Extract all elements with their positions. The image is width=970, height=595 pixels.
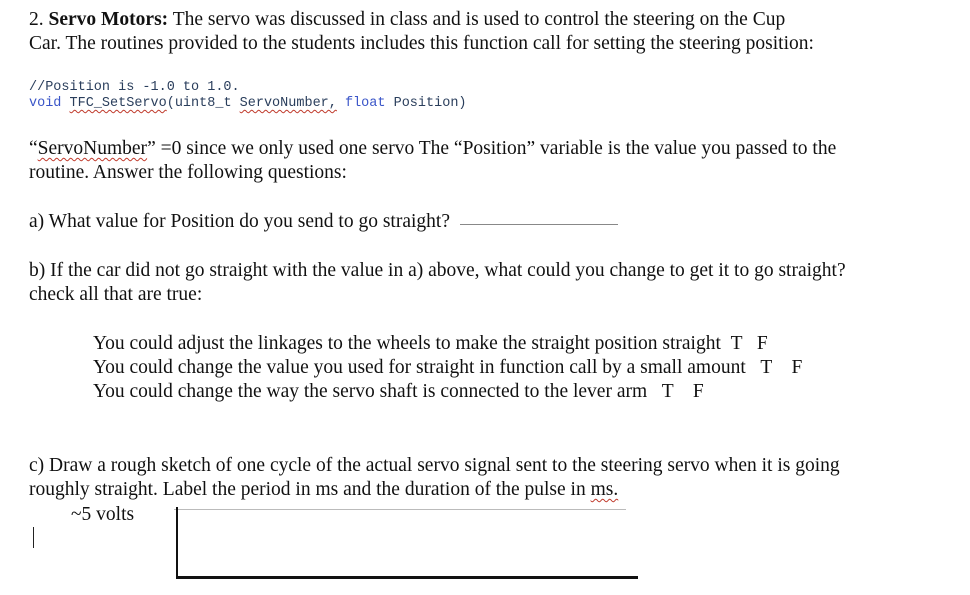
question-2-heading: [29, 8, 785, 32]
tf-item-text: You could change the value you used for straight in function call by a small amount: [93, 357, 746, 378]
tf-item-1: [93, 332, 768, 356]
sketch-x-axis: [176, 576, 638, 579]
explanation-rest: ” =0 since we only used one servo The “Position” variable is the value you passed to the: [147, 138, 837, 159]
code-param2: Position): [393, 96, 467, 111]
question-a-text: a) What value for Position do you send to go straight?: [29, 211, 450, 232]
question-b-line-1: b) If the car did not go straight with the value in a) above, what could you change to get it to go straight?: [29, 260, 846, 281]
tf-item-text: You could change the way the servo shaft is connected to the lever arm: [93, 381, 648, 402]
cursor-caret: [33, 527, 34, 548]
true-option[interactable]: T: [661, 381, 674, 402]
question-intro-1: The servo was discussed in class and is used to control the steering on the Cup: [172, 9, 786, 30]
false-option[interactable]: F: [791, 357, 803, 378]
question-title: Servo Motors:: [48, 9, 169, 30]
servo-number-term: ServoNumber: [37, 138, 148, 159]
true-option[interactable]: T: [760, 357, 772, 378]
sketch-y-axis: [176, 507, 178, 579]
voltage-label: ~5 volts: [71, 504, 135, 525]
explanation-line-1: [29, 137, 836, 161]
explanation-line-2: routine. Answer the following questions:: [29, 162, 347, 183]
code-comment: //Position is -1.0 to 1.0.: [29, 80, 240, 95]
code-function-name: TFC_SetServo: [69, 96, 167, 111]
tf-item-2: [93, 356, 802, 380]
true-option[interactable]: T: [730, 333, 743, 354]
tf-item-text: You could adjust the linkages to the wheels to make the straight position straight: [93, 333, 721, 354]
code-void-keyword: void: [29, 96, 62, 111]
question-c-line-1: c) Draw a rough sketch of one cycle of the actual servo signal sent to the steering servo when it is going: [29, 455, 840, 476]
question-b-line-2: check all that are true:: [29, 284, 203, 305]
code-param1-name: ServoNumber,: [239, 96, 337, 111]
question-number: 2.: [29, 9, 44, 30]
false-option[interactable]: F: [756, 333, 768, 354]
tf-item-3: [93, 380, 704, 404]
code-signature: [29, 96, 467, 112]
false-option[interactable]: F: [692, 381, 704, 402]
code-float-keyword: float: [344, 96, 386, 111]
sketch-top-guide-line: [174, 509, 626, 510]
ms-term: ms.: [590, 479, 619, 500]
question-c-line-2: [29, 478, 618, 502]
question-intro-2: Car. The routines provided to the students includes this function call for setting the steering position:: [29, 33, 814, 54]
code-param1-type: (uint8_t: [166, 96, 232, 111]
open-quote: “: [29, 138, 38, 159]
answer-blank[interactable]: [460, 224, 618, 225]
sketch-area[interactable]: [170, 505, 640, 585]
question-c-text: roughly straight. Label the period in ms and the duration of the pulse in: [29, 479, 591, 500]
question-a: [29, 210, 618, 234]
